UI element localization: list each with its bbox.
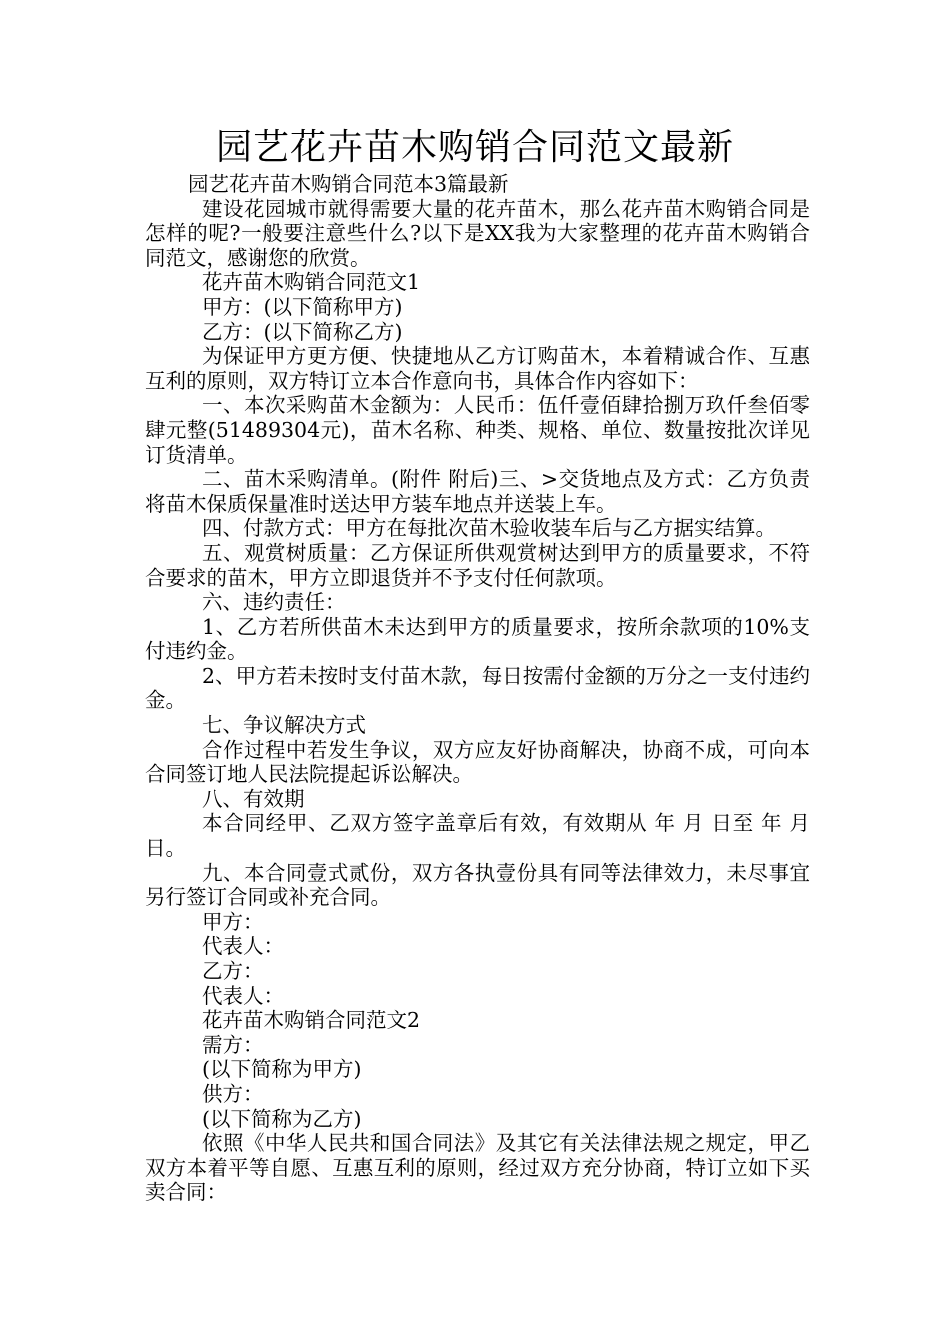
clause-7-heading: 七、争议解决方式 [202,713,366,738]
party-b-line: 乙方：(以下简称乙方) [202,319,403,344]
signature-rep-b: 代表人： [202,983,284,1008]
paragraph-intro: 建设花园城市就得需要大量的花卉苗木，那么花卉苗木购销合同是怎样的呢?一般要注意些什么?以下是XX我为大家整理的花卉苗木购销合同范文，感谢您的欣赏。 [145,196,810,270]
paragraph-purpose: 为保证甲方更方便、快捷地从乙方订购苗木，本着精诚合作、互惠互利的原则，双方特订立本合作意向书，具体合作内容如下： [145,344,810,393]
clause-4: 四、付款方式：甲方在每批次苗木验收装车后与乙方据实结算。 [202,516,776,541]
document-subtitle: 园艺花卉苗木购销合同范本3篇最新 [188,172,509,196]
clause-9: 九、本合同壹式贰份，双方各执壹份具有同等法律效力，未尽事宜另行签订合同或补充合同。 [145,860,810,910]
supplier-line: 供方： [202,1081,264,1106]
clause-6-item-1: 1、乙方若所供苗木未达到甲方的质量要求，按所余款项的10%支付违约金。 [145,614,810,664]
clause-6-heading: 六、违约责任： [202,590,346,615]
clause-2-3: 二、苗木采购清单。(附件 附后)三、>交货地点及方式：乙方负责将苗木保质保量准时送达甲方装车地点并送装上车。 [145,467,810,516]
section-heading-2: 花卉苗木购销合同范文2 [202,1008,421,1033]
signature-party-a: 甲方： [202,909,264,934]
section-heading-1: 花卉苗木购销合同范文1 [202,270,421,295]
clause-7-text: 合作过程中若发生争议，双方应友好协商解决，协商不成，可向本合同签订地人民法院提起诉讼解决。 [145,737,810,787]
clause-8-heading: 八、有效期 [202,786,305,811]
clause-5: 五、观赏树质量：乙方保证所供观赏树达到甲方的质量要求，不符合要求的苗木，甲方立即退货并不予支付任何款项。 [145,540,810,590]
buyer-note: (以下简称为甲方) [202,1057,362,1082]
document-body [145,172,810,1205]
buyer-line: 需方： [202,1032,264,1057]
document-title: 园艺花卉苗木购销合同范文最新 [215,127,734,168]
clause-1: 一、本次采购苗木金额为：人民币：伍仟壹佰肆拾捌万玖仟叁佰零肆元整(51489304元)，苗木名称、种类、规格、单位、数量按批次详见订货清单。 [145,393,810,467]
paragraph-basis: 依照《中华人民共和国合同法》及其它有关法律法规之规定，甲乙双方本着平等自愿、互惠互利的原则，经过双方充分协商，特订立如下买卖合同： [145,1131,810,1205]
supplier-note: (以下简称为乙方) [202,1106,362,1131]
clause-6-item-2: 2、甲方若未按时支付苗木款，每日按需付金额的万分之一支付违约金。 [145,663,810,713]
clause-8-text: 本合同经甲、乙双方签字盖章后有效，有效期从 年 月 日至 年 月 日。 [145,811,810,861]
party-a-line: 甲方：(以下简称甲方) [202,294,403,319]
signature-rep-a: 代表人： [202,934,284,959]
signature-party-b: 乙方： [202,959,264,983]
